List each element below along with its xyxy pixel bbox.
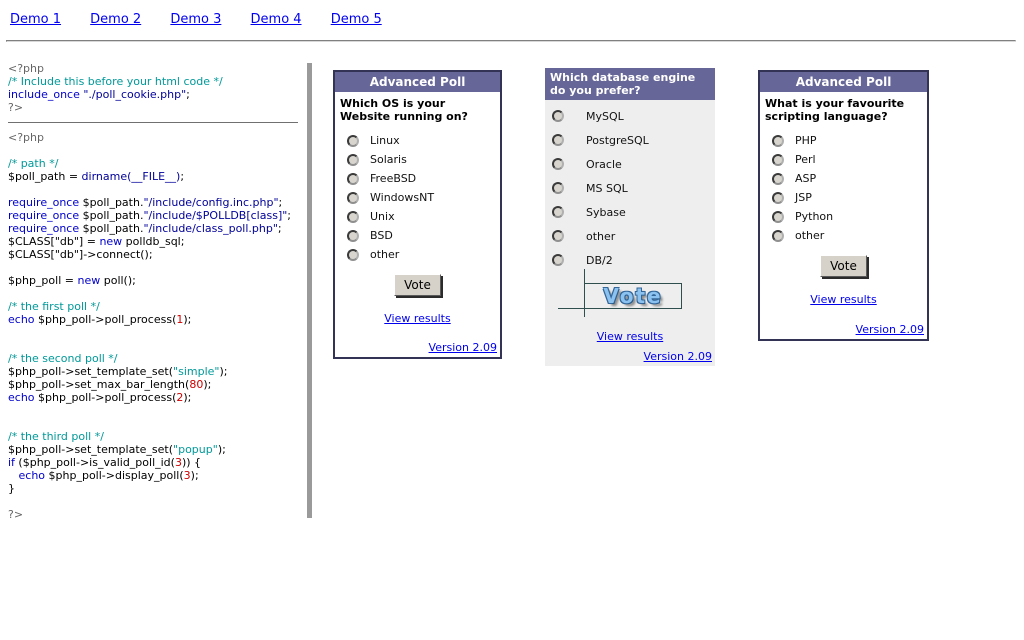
- poll-question: Which OS is your Website running on?: [340, 97, 468, 123]
- code-token: ;: [186, 88, 190, 101]
- nav-link-demo[interactable]: Demo 4: [250, 12, 302, 27]
- code-line: [8, 495, 304, 508]
- nav-link-demo[interactable]: Demo 1: [10, 12, 62, 27]
- code-line: [8, 456, 304, 469]
- radio-button-icon[interactable]: [347, 249, 359, 261]
- option-label: Unix: [370, 210, 395, 223]
- code-token: /* the third poll */: [8, 430, 104, 443]
- code-line: [8, 430, 304, 443]
- code-token: $php_poll->display_poll(: [45, 469, 184, 482]
- view-results-link[interactable]: View results: [384, 312, 451, 325]
- code-line: [8, 508, 304, 521]
- code-line: [8, 300, 304, 313]
- view-results-row: [545, 330, 715, 343]
- code-token: $php_poll =: [8, 274, 78, 287]
- code-line: [8, 261, 304, 274]
- vote-frame-right-line: [681, 283, 682, 309]
- option-label: other: [795, 229, 825, 242]
- code-token: );: [217, 443, 226, 456]
- code-token: "popup": [173, 443, 218, 456]
- code-token: 2: [176, 391, 184, 404]
- code-token: $php_poll->poll_process(: [34, 313, 177, 326]
- poll-question-header: Which database engine do you prefer?: [545, 68, 715, 100]
- code-token: echo: [18, 469, 46, 482]
- code-line: [8, 170, 304, 183]
- code-line: [8, 443, 304, 456]
- code-token: ?>: [8, 508, 24, 521]
- code-line: [8, 75, 304, 88]
- code-token: "/include/class_poll.php": [143, 222, 278, 235]
- code-token: /* the first poll */: [8, 300, 100, 313]
- code-token: $poll_path.: [82, 196, 144, 209]
- code-line: [8, 131, 304, 144]
- view-results-link[interactable]: View results: [596, 330, 664, 343]
- poll-option: [545, 128, 715, 152]
- option-label: Oracle: [586, 157, 622, 171]
- radio-button-icon[interactable]: [552, 206, 564, 218]
- code-token: $php_poll->set_max_bar_length(: [8, 378, 190, 391]
- poll-option: [335, 245, 500, 264]
- version-link[interactable]: Version 2.09: [428, 341, 497, 354]
- code-token: );: [183, 313, 192, 326]
- poll-option: [760, 188, 927, 207]
- code-token: new: [99, 235, 123, 248]
- radio-button-icon[interactable]: [552, 182, 564, 194]
- code-token: );: [183, 391, 192, 404]
- option-label: DB/2: [586, 253, 613, 267]
- code-token: 3: [183, 469, 191, 482]
- code-token: /* the second poll */: [8, 352, 118, 365]
- code-token: )) {: [181, 456, 202, 469]
- option-label: Sybase: [586, 205, 626, 219]
- option-label: other: [370, 248, 400, 261]
- poll-options: [335, 131, 500, 264]
- poll-option: [545, 152, 715, 176]
- code-line: [8, 326, 304, 339]
- code-line: [8, 88, 304, 101]
- code-token: 3: [174, 456, 182, 469]
- code-token: $poll_path.: [82, 222, 144, 235]
- code-line: [8, 417, 304, 430]
- code-token: "/include/$POLLDB[class]": [143, 209, 288, 222]
- nav-divider: [6, 40, 1016, 42]
- poll-option: [545, 176, 715, 200]
- radio-button-icon[interactable]: [347, 135, 359, 147]
- code-token: dirname(__FILE__): [81, 170, 181, 183]
- radio-button-icon[interactable]: [347, 173, 359, 185]
- radio-button-icon[interactable]: [552, 230, 564, 242]
- poll-option: [335, 188, 500, 207]
- code-line: [8, 339, 304, 352]
- code-token: $php_poll->set_template_set(: [8, 365, 174, 378]
- option-label: BSD: [370, 229, 393, 242]
- code-token: }: [8, 482, 15, 495]
- poll-widget-database: [545, 68, 715, 366]
- code-token: ;: [287, 209, 292, 222]
- code-token: );: [190, 469, 199, 482]
- option-label: PHP: [795, 134, 817, 147]
- code-line: [8, 62, 304, 75]
- option-label: MS SQL: [586, 181, 628, 195]
- code-token: 1: [176, 313, 184, 326]
- poll-option: [335, 207, 500, 226]
- code-token: "./poll_cookie.php": [83, 88, 187, 101]
- radio-button-icon[interactable]: [552, 110, 564, 122]
- poll-option: [760, 150, 927, 169]
- code-line: [8, 274, 304, 287]
- view-results-row: [335, 312, 500, 325]
- poll-option: [545, 104, 715, 128]
- option-label: other: [586, 229, 616, 243]
- code-line: [8, 469, 304, 482]
- option-label: WindowsNT: [370, 191, 435, 204]
- option-label: JSP: [795, 191, 812, 204]
- vote-row: [760, 255, 927, 277]
- code-token: ;: [277, 222, 282, 235]
- code-line: [8, 482, 304, 495]
- radio-button-icon[interactable]: [347, 154, 359, 166]
- option-label: PostgreSQL: [586, 133, 649, 147]
- demo-nav: [10, 12, 407, 27]
- view-results-link[interactable]: View results: [810, 293, 877, 306]
- poll-option: [760, 131, 927, 150]
- code-line: [8, 352, 304, 365]
- code-line: [8, 378, 304, 391]
- code-token: ?>: [8, 101, 24, 114]
- code-token: echo: [8, 313, 35, 326]
- poll-option: [760, 207, 927, 226]
- code-token: /* Include this before your html code */: [8, 75, 223, 88]
- code-token: ;: [278, 196, 283, 209]
- code-token: $CLASS["db"]->connect();: [8, 248, 153, 261]
- code-token: <?php: [8, 131, 44, 144]
- version-link[interactable]: Version 2.09: [643, 350, 712, 363]
- code-token: "simple": [173, 365, 220, 378]
- code-line: [8, 391, 304, 404]
- radio-button-icon[interactable]: [772, 230, 784, 242]
- code-line: [8, 235, 304, 248]
- code-line: [8, 183, 304, 196]
- code-line: [8, 209, 304, 222]
- code-token: ($php_poll->is_valid_poll_id(: [14, 456, 175, 469]
- nav-link-demo[interactable]: Demo 3: [170, 12, 222, 27]
- poll-option: [335, 226, 500, 245]
- code-line: [8, 157, 304, 170]
- code-line: [8, 404, 304, 417]
- code-line: [8, 248, 304, 261]
- code-token: );: [219, 365, 228, 378]
- poll-option: [335, 150, 500, 169]
- poll-option: [545, 200, 715, 224]
- poll-option: [545, 248, 715, 272]
- radio-button-icon[interactable]: [772, 154, 784, 166]
- column-divider: [307, 63, 312, 518]
- code-line: [8, 144, 304, 157]
- code-token: require_once: [8, 196, 83, 209]
- radio-button-icon[interactable]: [552, 254, 564, 266]
- code-line: [8, 313, 304, 326]
- code-line: [8, 365, 304, 378]
- vote-row: [335, 274, 500, 296]
- code-token: require_once: [8, 222, 83, 235]
- code-token: $php_poll->poll_process(: [34, 391, 177, 404]
- code-token: $poll_path =: [8, 170, 82, 183]
- poll-option: [760, 226, 927, 245]
- nav-link-demo[interactable]: Demo 2: [90, 12, 142, 27]
- code-token: $php_poll->set_template_set(: [8, 443, 174, 456]
- option-label: Python: [795, 210, 834, 223]
- option-label: Solaris: [370, 153, 407, 166]
- poll-widget-os: [333, 70, 502, 359]
- code-token: $CLASS["db"] =: [8, 235, 100, 248]
- radio-button-icon[interactable]: [772, 173, 784, 185]
- code-line: [8, 222, 304, 235]
- poll-options: [760, 131, 927, 245]
- option-label: ASP: [795, 172, 817, 185]
- radio-button-icon[interactable]: [552, 134, 564, 146]
- option-label: Linux: [370, 134, 400, 147]
- code-line: [8, 101, 304, 114]
- code-token: include_once: [8, 88, 84, 101]
- vote-button[interactable]: Vote: [394, 274, 441, 296]
- poll-option: [335, 169, 500, 188]
- code-token: [8, 469, 19, 482]
- option-label: Perl: [795, 153, 816, 166]
- poll-option: [760, 169, 927, 188]
- radio-button-icon[interactable]: [347, 211, 359, 223]
- code-token: new: [77, 274, 101, 287]
- radio-button-icon[interactable]: [772, 211, 784, 223]
- code-token: if: [8, 456, 15, 469]
- nav-link-demo[interactable]: Demo 5: [330, 12, 382, 27]
- poll-option: [335, 131, 500, 150]
- code-token: echo: [8, 391, 35, 404]
- radio-button-icon[interactable]: [347, 230, 359, 242]
- code-token: ;: [180, 170, 185, 183]
- poll-widget-language: [758, 70, 929, 341]
- view-results-row: [760, 293, 927, 306]
- code-line: [8, 287, 304, 300]
- option-label: FreeBSD: [370, 172, 417, 185]
- version-link[interactable]: Version 2.09: [855, 323, 924, 336]
- radio-button-icon[interactable]: [772, 192, 784, 204]
- code-token: 80: [189, 378, 204, 391]
- code-line: [8, 196, 304, 209]
- poll-question: What is your favourite scripting language?: [765, 97, 905, 123]
- code-token: <?php: [8, 62, 44, 75]
- poll-option: [545, 224, 715, 248]
- code-token: /* path */: [8, 157, 59, 170]
- option-label: MySQL: [586, 109, 624, 123]
- code-token: );: [203, 378, 212, 391]
- vote-image-button[interactable]: [545, 272, 715, 326]
- poll-title: Advanced Poll: [335, 72, 500, 92]
- vote-button[interactable]: Vote: [820, 255, 867, 277]
- code-token: $poll_path.: [82, 209, 144, 222]
- php-code: [8, 62, 304, 521]
- code-section-divider: [8, 122, 298, 123]
- radio-button-icon[interactable]: [347, 192, 359, 204]
- code-token: require_once: [8, 209, 83, 222]
- poll-title: Advanced Poll: [760, 72, 927, 92]
- radio-button-icon[interactable]: [772, 135, 784, 147]
- code-token: "/include/config.inc.php": [143, 196, 279, 209]
- code-token: poll();: [100, 274, 136, 287]
- radio-button-icon[interactable]: [552, 158, 564, 170]
- vote-image-label: Vote: [603, 284, 663, 308]
- code-token: polldb_sql;: [122, 235, 185, 248]
- poll-options: [545, 104, 715, 272]
